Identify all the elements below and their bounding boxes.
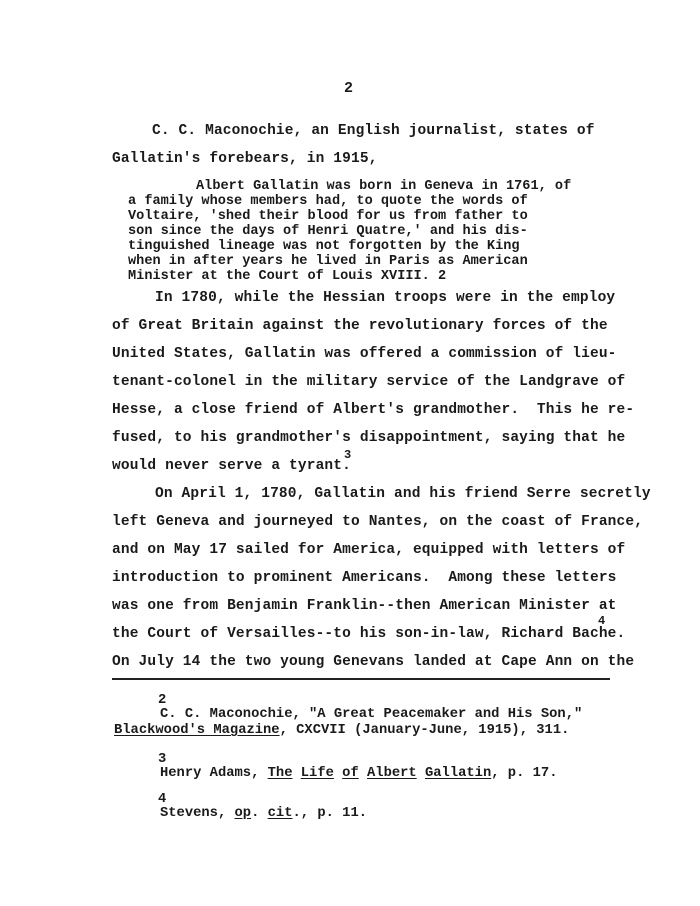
footnote-2-journal: Blackwood's Magazine	[114, 723, 280, 738]
paragraph-1-line-2: Gallatin's forebears, in 1915,	[112, 151, 378, 167]
footnote-3-title-word: Albert	[367, 766, 417, 781]
footnote-3-page: , p. 17.	[491, 766, 558, 781]
footnote-3-line	[160, 766, 557, 781]
block-quote-line-7: Minister at the Court of Louis XVIII. 2	[128, 269, 447, 284]
paragraph-2-line-7: would never serve a tyrant.	[112, 458, 351, 474]
footnote-3-title-word: of	[342, 766, 359, 781]
paragraph-3-line-3: and on May 17 sailed for America, equipped with letters of	[112, 542, 626, 558]
footnote-3-title-word: Gallatin	[424, 766, 492, 781]
footnote-2-detail: , CXCVII (January-June, 1915), 311.	[279, 723, 570, 738]
paragraph-3-line-6: the Court of Versailles--to his son-in-law, Richard Bache.	[112, 626, 626, 642]
footnote-4-cit: cit	[267, 806, 293, 821]
paragraph-2-line-4: tenant-colonel in the military service of the Landgrave of	[112, 374, 626, 390]
paragraph-3-line-5: was one from Benjamin Franklin--then American Minister at	[112, 598, 617, 614]
block-quote-line-6: when in after years he lived in Paris as American	[128, 254, 528, 269]
footnote-ref-3: 3	[344, 448, 352, 462]
footnote-2-line-2	[114, 723, 569, 738]
paragraph-3-line-4: introduction to prominent Americans. Among these letters	[112, 570, 617, 586]
block-quote-line-5: tinguished lineage was not forgotten by the King	[128, 239, 520, 254]
footnote-3-marker: 3	[158, 752, 167, 767]
paragraph-2-line-2: of Great Britain against the revolutionary forces of the	[112, 318, 608, 334]
paragraph-2-line-3: United States, Gallatin was offered a commission of lieu-	[112, 346, 617, 362]
page-number: 2	[344, 80, 354, 97]
footnote-3-title-word: The	[267, 766, 293, 781]
paragraph-2-line-1: In 1780, while the Hessian troops were in the employ	[155, 290, 616, 306]
footnote-2-marker: 2	[158, 693, 167, 708]
footnote-4-author: Stevens,	[160, 806, 235, 821]
paragraph-2-line-6: fused, to his grandmother's disappointment, saying that he	[112, 430, 626, 446]
block-quote-line-1: Albert Gallatin was born in Geneva in 1761, of	[196, 179, 572, 194]
footnote-2-line-1: C. C. Maconochie, "A Great Peacemaker and His Son,"	[160, 707, 583, 722]
footnote-divider	[112, 678, 610, 680]
footnote-3-author: Henry Adams,	[160, 766, 268, 781]
paragraph-1-line-1: C. C. Maconochie, an English journalist, states of	[152, 123, 595, 139]
footnote-3-title-word: Life	[300, 766, 334, 781]
block-quote-line-3: Voltaire, 'shed their blood for us from father to	[128, 209, 528, 224]
block-quote-line-2: a family whose members had, to quote the words of	[128, 194, 528, 209]
paragraph-3-line-2: left Geneva and journeyed to Nantes, on the coast of France,	[112, 514, 644, 530]
footnote-4-page: ., p. 11.	[292, 806, 367, 821]
paragraph-2-line-5: Hesse, a close friend of Albert's grandmother. This he re-	[112, 402, 635, 418]
footnote-4-line: Stevens, op. cit., p. 11.	[160, 806, 367, 821]
paragraph-3-line-1: On April 1, 1780, Gallatin and his friend Serre secretly	[155, 486, 651, 502]
block-quote-line-4: son since the days of Henri Quatre,' and his dis-	[128, 224, 528, 239]
paragraph-3-line-7: On July 14 the two young Genevans landed at Cape Ann on the	[112, 654, 635, 670]
footnote-4-op: op	[234, 806, 252, 821]
footnote-ref-4: 4	[598, 614, 606, 628]
footnote-4-marker: 4	[158, 792, 167, 807]
